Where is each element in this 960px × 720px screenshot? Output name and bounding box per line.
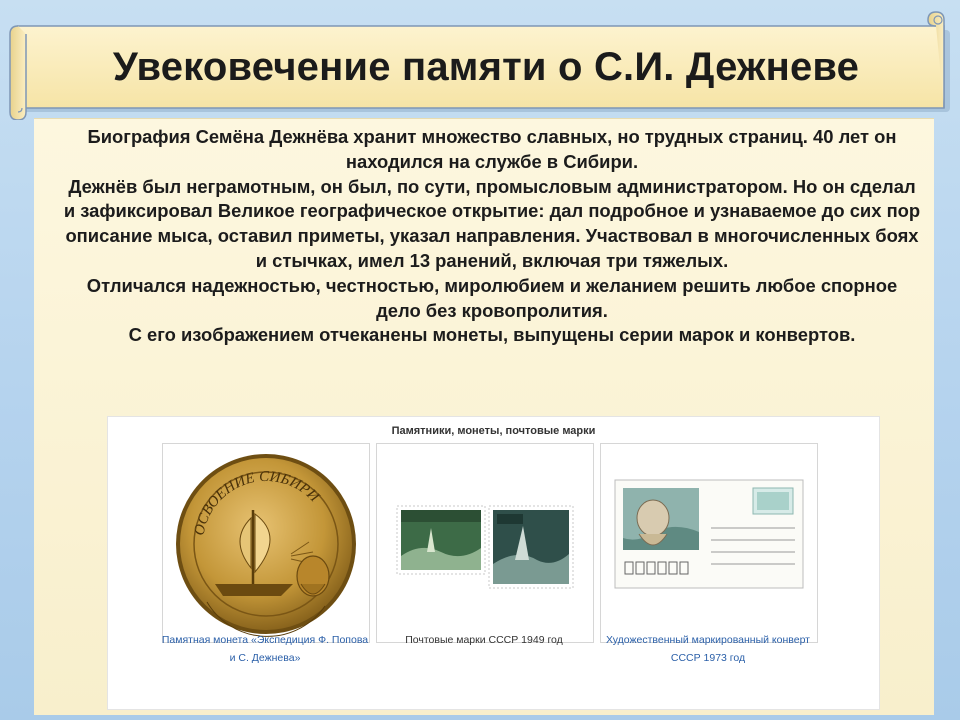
envelope-panel — [600, 443, 818, 643]
envelope-caption[interactable]: Художественный маркированный конверт СССР 1973 год — [605, 634, 810, 664]
slide-title: Увековечение памяти о С.И. Дежневе — [112, 44, 860, 89]
bio-paragraph-2: Дежнёв был неграмотным, он был, по сути, промысловым администратором. Но он сделал и зафиксировал Великое географическое открытие: дал подробное и узнаваемое до сих пор описание мыса, оставил приметы, указал направления. Участвовал в многочисленных боях и стычках, имел 13 ранений, включая три тяжелых. — [63, 175, 921, 271]
bio-paragraph-3: Отличался надежностью, честностью, миролюбием и желанием решить любое спорное дело без кровопролития. — [86, 274, 898, 321]
stamps-panel — [376, 443, 594, 643]
commemorative-coin-image[interactable] — [163, 444, 369, 642]
coin-panel — [162, 443, 370, 643]
memorial-figure — [107, 416, 880, 710]
coin-caption[interactable]: Памятная монета «Экспедиция Ф. Попова и С. Дежнева» — [161, 634, 369, 664]
postage-stamps-image[interactable] — [377, 444, 593, 642]
figure-title: Памятники, монеты, почтовые марки — [391, 425, 596, 437]
envelope-image[interactable] — [601, 444, 817, 642]
bio-paragraph-1: Биография Семёна Дежнёва хранит множество славных, но трудных страниц. 40 лет он находился на службе в Сибири. — [87, 126, 897, 172]
stamps-caption[interactable]: Почтовые марки СССР 1949 год — [405, 634, 563, 646]
bio-paragraph-4: С его изображением отчеканены монеты, выпущены серии марок и конвертов. — [128, 324, 856, 346]
coin-inscription: ОСВОЕНИЕ СИБИРИ — [191, 468, 323, 537]
biography-text — [62, 125, 922, 348]
